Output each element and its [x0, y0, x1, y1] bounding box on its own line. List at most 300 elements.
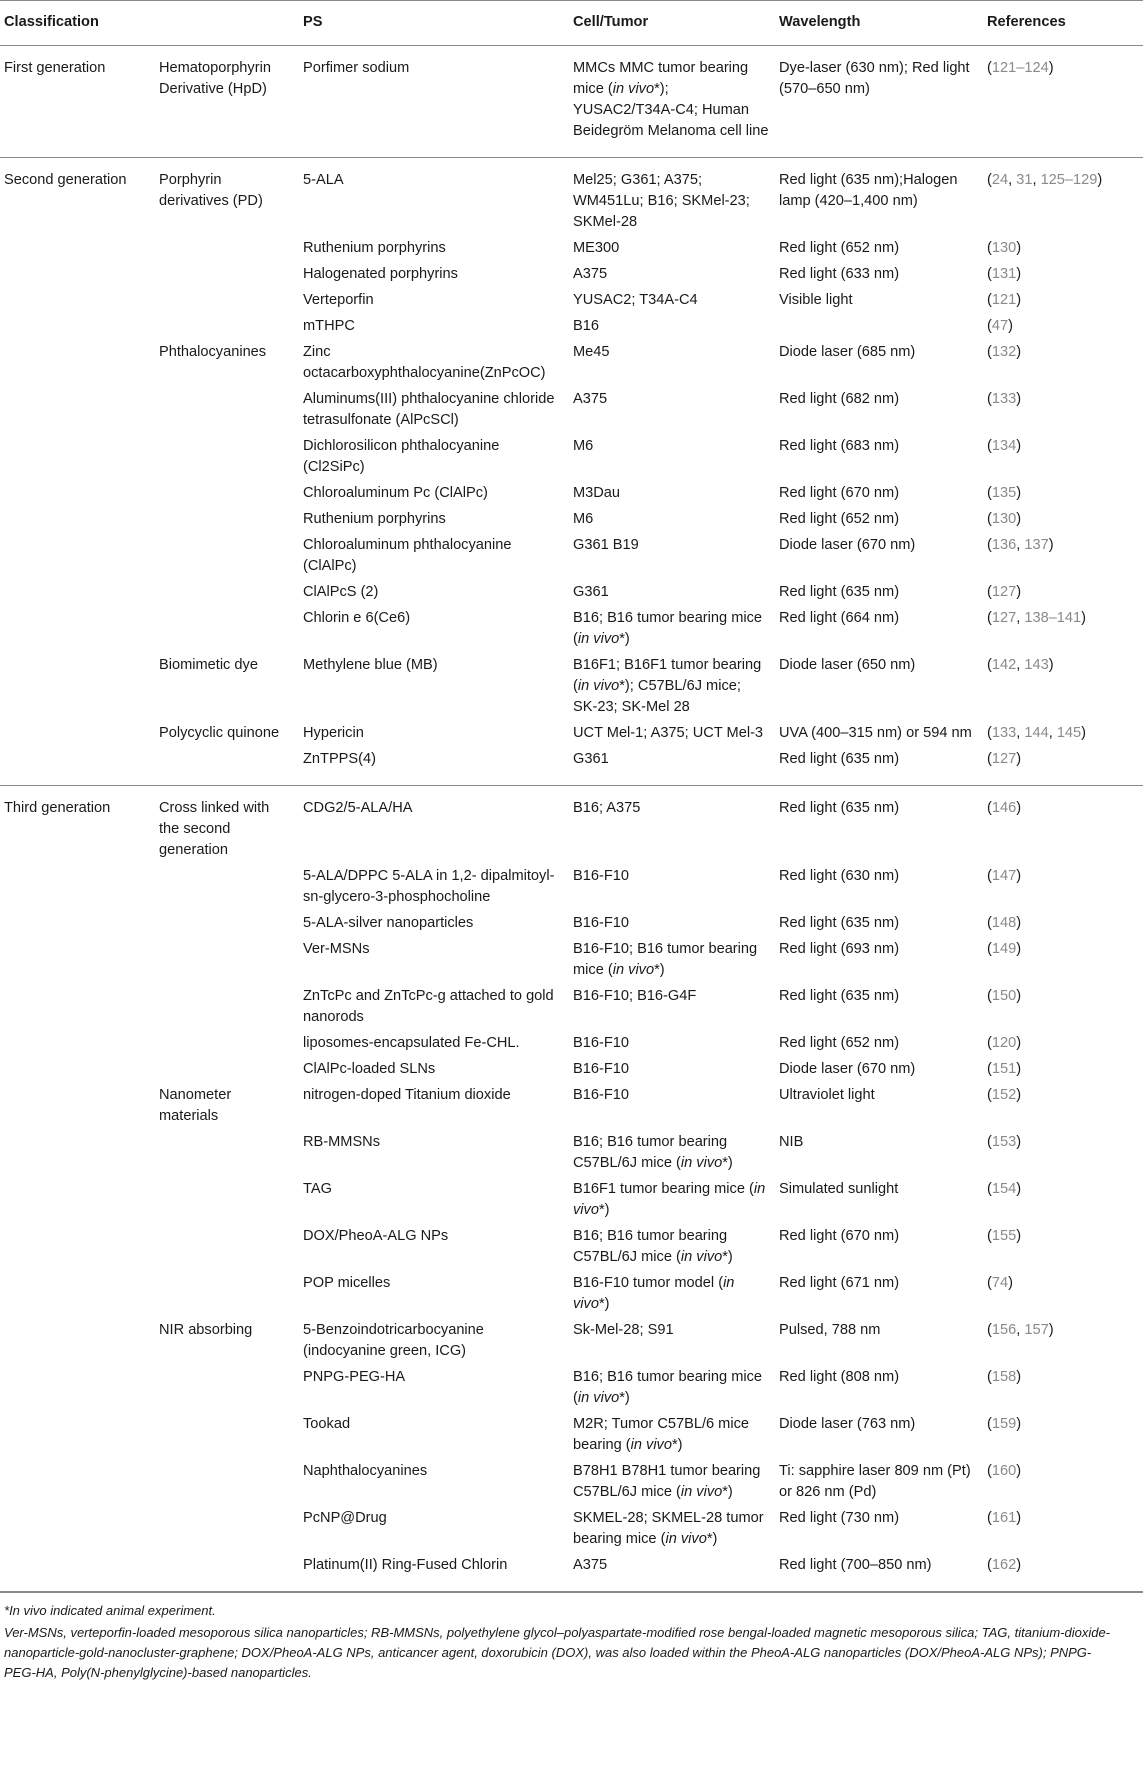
table-row — [0, 604, 1143, 651]
cell-wavelength: UVA (400–315 nm) or 594 nm — [779, 725, 972, 741]
table-header — [0, 1, 1143, 46]
table-row — [0, 385, 1143, 432]
reference-link[interactable]: 138–141 — [1024, 610, 1082, 626]
cell-subclass — [155, 578, 299, 604]
cell-ps: Ver-MSNs — [303, 941, 370, 957]
cell-classification — [0, 1175, 155, 1222]
cell-subclass — [155, 982, 299, 1029]
reference-link[interactable]: 133 — [991, 725, 1017, 741]
cell-cell-tumor: A375 — [569, 1551, 775, 1592]
cell-cell-tumor: G361 — [569, 745, 775, 786]
cell-references: (127) — [987, 584, 1022, 600]
cell-cell-tumor: B78H1 B78H1 tumor bearing C57BL/6J mice (in vivo*) — [573, 1463, 761, 1500]
cell-subclass: Porphyrin derivatives (PD) — [159, 172, 263, 209]
table-row — [0, 1316, 1143, 1363]
header-cell-tumor: Cell/Tumor — [569, 1, 775, 46]
cell-classification — [0, 1081, 155, 1128]
cell-wavelength: Ti: sapphire laser 809 nm (Pt) or 826 nm (Pd) — [779, 1463, 971, 1500]
cell-references: (130) — [987, 240, 1022, 256]
cell-wavelength: Diode laser (670 nm) — [779, 537, 916, 553]
cell-references: (74) — [987, 1275, 1013, 1291]
cell-wavelength: Red light (635 nm);Halogen lamp (420–1,400 nm) — [779, 172, 958, 209]
cell-wavelength: Diode laser (650 nm) — [779, 657, 916, 673]
cell-ps: Verteporfin — [303, 292, 374, 308]
reference-link[interactable]: 125–129 — [1040, 172, 1098, 188]
reference-link[interactable]: 162 — [991, 1557, 1017, 1573]
cell-subclass: Phthalocyanines — [159, 344, 267, 360]
cell-ps: DOX/PheoA-ALG NPs — [303, 1228, 449, 1244]
reference-link[interactable]: 137 — [1024, 537, 1049, 553]
reference-link[interactable]: 142 — [991, 657, 1017, 673]
table-footnotes — [0, 1592, 1143, 1683]
cell-cell-tumor: B16; B16 tumor bearing mice (in vivo*) — [573, 610, 763, 647]
reference-link[interactable]: 161 — [991, 1510, 1017, 1526]
cell-subclass — [155, 745, 299, 786]
cell-wavelength: Red light (633 nm) — [779, 266, 900, 282]
cell-cell-tumor: B16-F10; B16-G4F — [573, 988, 697, 1004]
cell-wavelength: Red light (635 nm) — [775, 745, 983, 786]
reference-link[interactable]: 133 — [991, 391, 1017, 407]
cell-wavelength: Red light (808 nm) — [779, 1369, 900, 1385]
reference-link[interactable]: 74 — [991, 1275, 1009, 1291]
table-row — [0, 286, 1143, 312]
cell-references: (24, 31, 125–129) — [987, 172, 1103, 188]
cell-references: (136, 137) — [987, 537, 1054, 553]
cell-references: (150) — [987, 988, 1022, 1004]
cell-classification — [0, 1363, 155, 1410]
table-row — [0, 1410, 1143, 1457]
table-row — [0, 531, 1143, 578]
cell-subclass: Hematoporphyrin Derivative (HpD) — [155, 46, 299, 158]
cell-classification — [0, 1316, 155, 1363]
cell-ps: ZnTPPS(4) — [299, 745, 569, 786]
reference-link[interactable]: 151 — [991, 1061, 1017, 1077]
table-row — [0, 1269, 1143, 1316]
cell-subclass — [155, 286, 299, 312]
reference-link[interactable]: 135 — [991, 485, 1017, 501]
cell-cell-tumor: B16; B16 tumor bearing mice (in vivo*) — [573, 1369, 763, 1406]
cell-references: (148) — [987, 915, 1022, 931]
cell-cell-tumor: ME300 — [573, 240, 620, 256]
cell-subclass — [155, 604, 299, 651]
table-row — [0, 158, 1143, 235]
cell-subclass: NIR absorbing — [159, 1322, 253, 1338]
cell-wavelength: Red light (730 nm) — [779, 1510, 900, 1526]
cell-wavelength — [775, 312, 983, 338]
cell-references: (158) — [987, 1369, 1022, 1385]
cell-ps: TAG — [303, 1181, 332, 1197]
reference-link[interactable]: 143 — [1024, 657, 1049, 673]
table-row — [0, 1175, 1143, 1222]
cell-cell-tumor: SKMEL-28; SKMEL-28 tumor bearing mice (in vivo*) — [573, 1510, 764, 1547]
cell-references: (151) — [987, 1061, 1022, 1077]
table-row — [0, 1551, 1143, 1592]
cell-references: (147) — [987, 868, 1022, 884]
reference-link[interactable]: 136 — [991, 537, 1017, 553]
cell-references: (120) — [987, 1035, 1022, 1051]
cell-subclass — [155, 935, 299, 982]
reference-link[interactable]: 130 — [991, 240, 1017, 256]
cell-wavelength: NIB — [779, 1134, 804, 1150]
cell-wavelength: Red light (652 nm) — [779, 240, 900, 256]
table-row — [0, 786, 1143, 863]
reference-link[interactable]: 130 — [991, 511, 1017, 527]
cell-classification — [0, 1457, 155, 1504]
cell-wavelength: Red light (635 nm) — [779, 800, 900, 816]
cell-references: (155) — [987, 1228, 1022, 1244]
reference-link[interactable]: 24 — [991, 172, 1009, 188]
cell-references: (152) — [987, 1087, 1022, 1103]
cell-classification — [0, 531, 155, 578]
cell-ps: Zinc octacarboxyphthalocyanine(ZnPcOC) — [303, 344, 546, 381]
header-classification: Classification — [0, 1, 155, 46]
table-row — [0, 651, 1143, 719]
table-row — [0, 338, 1143, 385]
cell-ps: Chlorin e 6(Ce6) — [303, 610, 411, 626]
cell-classification — [0, 862, 155, 909]
cell-cell-tumor: Mel25; G361; A375; WM451Lu; B16; SKMel-23; SKMel-28 — [573, 172, 750, 230]
cell-cell-tumor: M2R; Tumor C57BL/6 mice bearing (in vivo*) — [573, 1416, 749, 1453]
table-body — [0, 46, 1143, 1592]
cell-cell-tumor: A375 — [573, 391, 608, 407]
cell-references: (162) — [983, 1551, 1143, 1592]
cell-ps: POP micelles — [303, 1275, 391, 1291]
cell-wavelength: Diode laser (763 nm) — [779, 1416, 916, 1432]
cell-subclass — [155, 1551, 299, 1592]
cell-wavelength: Red light (635 nm) — [779, 915, 900, 931]
reference-link[interactable]: 157 — [1024, 1322, 1049, 1338]
cell-subclass: Polycyclic quinone — [159, 725, 280, 741]
cell-ps: CDG2/5-ALA/HA — [303, 800, 413, 816]
cell-ps: Methylene blue (MB) — [303, 657, 438, 673]
cell-references: (127) — [983, 745, 1143, 786]
cell-cell-tumor: G361 B19 — [573, 537, 639, 553]
cell-cell-tumor: B16-F10 — [573, 868, 629, 884]
cell-ps: mTHPC — [303, 318, 355, 334]
reference-link[interactable]: 159 — [991, 1416, 1017, 1432]
reference-link[interactable]: 152 — [991, 1087, 1017, 1103]
cell-subclass: Cross linked with the second generation — [159, 800, 270, 858]
cell-subclass — [155, 862, 299, 909]
cell-classification — [0, 745, 155, 786]
reference-link[interactable]: 146 — [991, 800, 1017, 816]
cell-wavelength: Simulated sunlight — [779, 1181, 899, 1197]
reference-link[interactable]: 150 — [991, 988, 1017, 1004]
cell-classification — [0, 1410, 155, 1457]
cell-references: (132) — [987, 344, 1022, 360]
reference-link[interactable]: 149 — [991, 941, 1017, 957]
cell-wavelength: Diode laser (670 nm) — [779, 1061, 916, 1077]
cell-wavelength: Red light (664 nm) — [779, 610, 900, 626]
reference-link[interactable]: 132 — [991, 344, 1017, 360]
cell-subclass — [155, 1269, 299, 1316]
cell-wavelength: Red light (652 nm) — [779, 1035, 900, 1051]
cell-cell-tumor: M3Dau — [573, 485, 621, 501]
cell-cell-tumor: UCT Mel-1; A375; UCT Mel-3 — [573, 725, 764, 741]
cell-subclass — [155, 1457, 299, 1504]
cell-wavelength: Ultraviolet light — [779, 1087, 875, 1103]
cell-classification — [0, 286, 155, 312]
cell-classification — [0, 338, 155, 385]
reference-link[interactable]: 127 — [991, 610, 1017, 626]
cell-cell-tumor: B16-F10 — [573, 1035, 629, 1051]
cell-ps: PcNP@Drug — [303, 1510, 387, 1526]
cell-ps: Aluminums(III) phthalocyanine chloride tetrasulfonate (AlPcSCl) — [303, 391, 555, 428]
table-row — [0, 935, 1143, 982]
cell-cell-tumor: A375 — [573, 266, 608, 282]
footnote-in-vivo: *In vivo indicated animal experiment. — [4, 1603, 216, 1618]
table-row — [0, 578, 1143, 604]
cell-cell-tumor: B16F1; B16F1 tumor bearing (in vivo*); C57BL/6J mice; SK-23; SK-Mel 28 — [573, 657, 762, 715]
table-row — [0, 1457, 1143, 1504]
cell-references: (121) — [987, 292, 1022, 308]
cell-cell-tumor: B16; B16 tumor bearing C57BL/6J mice (in vivo*) — [573, 1228, 733, 1265]
cell-subclass — [155, 479, 299, 505]
cell-subclass — [155, 1128, 299, 1175]
cell-ps: liposomes-encapsulated Fe-CHL. — [303, 1035, 520, 1051]
cell-wavelength: Red light (630 nm) — [779, 868, 900, 884]
cell-cell-tumor: M6 — [573, 511, 594, 527]
cell-wavelength: Red light (671 nm) — [779, 1275, 900, 1291]
cell-subclass — [155, 1222, 299, 1269]
reference-link[interactable]: 155 — [991, 1228, 1017, 1244]
cell-classification — [0, 1551, 155, 1592]
table-row — [0, 432, 1143, 479]
header-references: References — [983, 1, 1143, 46]
reference-link[interactable]: 120 — [991, 1035, 1017, 1051]
cell-wavelength: Red light (635 nm) — [779, 584, 900, 600]
reference-link[interactable]: 127 — [991, 751, 1017, 767]
cell-references: (156, 157) — [987, 1322, 1054, 1338]
cell-ps: Hypericin — [303, 725, 364, 741]
cell-cell-tumor: B16F1 tumor bearing mice (in vivo*) — [573, 1181, 766, 1218]
cell-subclass — [155, 1363, 299, 1410]
cell-classification — [0, 1128, 155, 1175]
cell-ps: 5-ALA — [303, 172, 344, 188]
cell-classification — [0, 432, 155, 479]
reference-link[interactable]: 131 — [991, 266, 1017, 282]
table-row — [0, 1504, 1143, 1551]
cell-subclass — [155, 1410, 299, 1457]
reference-link[interactable]: 121 — [991, 292, 1017, 308]
cell-ps: PNPG-PEG-HA — [303, 1369, 406, 1385]
cell-classification — [0, 505, 155, 531]
header-row — [0, 1, 1143, 46]
table-row — [0, 1055, 1143, 1081]
reference-link[interactable]: 160 — [991, 1463, 1017, 1479]
cell-cell-tumor: YUSAC2; T34A-C4 — [573, 292, 698, 308]
cell-wavelength: Red light (693 nm) — [779, 941, 900, 957]
table-row — [0, 1128, 1143, 1175]
table-row — [0, 479, 1143, 505]
cell-wavelength: Red light (652 nm) — [779, 511, 900, 527]
cell-wavelength: Diode laser (685 nm) — [779, 344, 916, 360]
cell-classification — [0, 479, 155, 505]
footnote-abbreviations: Ver-MSNs, verteporfin-loaded mesoporous silica nanoparticles; RB-MMSNs, polyethylene glycol–polyaspartate-modified rose bengal-loaded magnetic mesoporous silica; TAG, titanium-dioxide-nanoparticle-gold-nanocluster-graphene; DOX/PheoA-ALG NPs, anticancer agent, doxorubicin (DOX), was also loaded within the PheoA-ALG nanoparticles (DOX/PheoA-ALG NPs); PNPG-PEG-HA, Poly(N-phenylglycine)-based nanoparticles. — [4, 1625, 1110, 1680]
cell-subclass — [155, 909, 299, 935]
cell-classification: Third generation — [4, 800, 111, 816]
cell-classification — [0, 1269, 155, 1316]
cell-references: (134) — [987, 438, 1022, 454]
table-row — [0, 505, 1143, 531]
cell-cell-tumor: B16-F10 tumor model (in vivo*) — [573, 1275, 735, 1312]
cell-subclass — [155, 1055, 299, 1081]
cell-subclass — [155, 1175, 299, 1222]
table-row — [0, 1081, 1143, 1128]
cell-references: (121–124) — [983, 46, 1143, 158]
table-row — [0, 46, 1143, 158]
cell-cell-tumor: B16; A375 — [573, 800, 641, 816]
reference-link[interactable]: 154 — [991, 1181, 1017, 1197]
table-row — [0, 862, 1143, 909]
cell-ps: Tookad — [303, 1416, 351, 1432]
reference-link[interactable]: 31 — [1016, 172, 1033, 188]
cell-cell-tumor: Sk-Mel-28; S91 — [573, 1322, 674, 1338]
table-row — [0, 745, 1143, 786]
reference-link[interactable]: 148 — [991, 915, 1017, 931]
cell-wavelength: Red light (700–850 nm) — [775, 1551, 983, 1592]
table-row — [0, 909, 1143, 935]
reference-link[interactable]: 145 — [1056, 725, 1082, 741]
cell-references: (133) — [987, 391, 1022, 407]
cell-ps: Chloroaluminum phthalocyanine (ClAlPc) — [303, 537, 512, 574]
cell-classification: Second generation — [4, 172, 127, 188]
cell-ps: 5-ALA-silver nanoparticles — [303, 915, 474, 931]
cell-wavelength: Red light (682 nm) — [779, 391, 900, 407]
cell-cell-tumor: B16 — [573, 318, 599, 334]
cell-classification — [0, 578, 155, 604]
cell-classification — [0, 982, 155, 1029]
table-row — [0, 1029, 1143, 1055]
cell-classification — [0, 1029, 155, 1055]
cell-references: (133, 144, 145) — [987, 725, 1087, 741]
cell-ps: Ruthenium porphyrins — [303, 240, 446, 256]
table-row — [0, 312, 1143, 338]
reference-link[interactable]: 156 — [991, 1322, 1017, 1338]
cell-references: (127, 138–141) — [987, 610, 1087, 626]
table-row — [0, 719, 1143, 745]
cell-wavelength: Red light (635 nm) — [779, 988, 900, 1004]
cell-references: (146) — [987, 800, 1022, 816]
cell-references: (153) — [987, 1134, 1022, 1150]
cell-subclass — [155, 1029, 299, 1055]
cell-classification — [0, 1055, 155, 1081]
cell-references: (160) — [987, 1463, 1022, 1479]
cell-ps: nitrogen-doped Titanium dioxide — [303, 1087, 511, 1103]
cell-wavelength: Red light (670 nm) — [779, 485, 900, 501]
cell-cell-tumor: B16-F10 — [573, 1087, 629, 1103]
cell-ps: Ruthenium porphyrins — [303, 511, 446, 527]
cell-subclass — [155, 531, 299, 578]
cell-ps: RB-MMSNs — [303, 1134, 381, 1150]
cell-classification — [0, 234, 155, 260]
cell-classification — [0, 1222, 155, 1269]
cell-cell-tumor: B16-F10 — [573, 915, 629, 931]
cell-classification — [0, 604, 155, 651]
cell-references: (131) — [987, 266, 1022, 282]
cell-cell-tumor: B16-F10; B16 tumor bearing mice (in vivo*) — [573, 941, 758, 978]
cell-subclass — [155, 260, 299, 286]
cell-references: (142, 143) — [987, 657, 1054, 673]
cell-subclass: Biomimetic dye — [159, 657, 258, 673]
cell-subclass — [155, 312, 299, 338]
table-row — [0, 234, 1143, 260]
cell-classification — [0, 260, 155, 286]
cell-references: (47) — [987, 318, 1013, 334]
cell-references: (154) — [987, 1181, 1022, 1197]
cell-ps: Porfimer sodium — [299, 46, 569, 158]
cell-subclass — [155, 505, 299, 531]
cell-ps: Naphthalocyanines — [303, 1463, 428, 1479]
cell-subclass — [155, 234, 299, 260]
reference-link[interactable]: 158 — [991, 1369, 1017, 1385]
cell-subclass — [155, 385, 299, 432]
header-subclass — [155, 1, 299, 46]
cell-cell-tumor: Me45 — [573, 344, 610, 360]
cell-subclass — [155, 432, 299, 479]
cell-cell-tumor: MMCs MMC tumor bearing mice (in vivo*); YUSAC2/T34A-C4; Human Beidegröm Melanoma cell line — [569, 46, 775, 158]
cell-classification — [0, 1504, 155, 1551]
table-row — [0, 260, 1143, 286]
reference-link[interactable]: 47 — [991, 318, 1009, 334]
cell-ps: Chloroaluminum Pc (ClAlPc) — [303, 485, 488, 501]
header-wavelength: Wavelength — [775, 1, 983, 46]
cell-wavelength: Visible light — [779, 292, 853, 308]
cell-classification — [0, 651, 155, 719]
cell-wavelength: Red light (683 nm) — [779, 438, 900, 454]
cell-ps: Dichlorosilicon phthalocyanine (Cl2SiPc) — [303, 438, 500, 475]
cell-references: (149) — [987, 941, 1022, 957]
cell-subclass — [155, 1504, 299, 1551]
cell-wavelength: Dye-laser (630 nm); Red light (570–650 nm) — [775, 46, 983, 158]
cell-references: (159) — [987, 1416, 1022, 1432]
cell-ps: 5-Benzoindotricarbocyanine (indocyanine green, ICG) — [303, 1322, 484, 1359]
cell-classification — [0, 909, 155, 935]
reference-link[interactable]: 127 — [991, 584, 1017, 600]
cell-ps: ClAlPcS (2) — [303, 584, 379, 600]
reference-link[interactable]: 134 — [991, 438, 1017, 454]
cell-ps: ZnTcPc and ZnTcPc-g attached to gold nanorods — [303, 988, 554, 1025]
cell-cell-tumor: B16-F10 — [573, 1061, 629, 1077]
cell-cell-tumor: M6 — [573, 438, 594, 454]
cell-ps: Halogenated porphyrins — [303, 266, 458, 282]
reference-link[interactable]: 144 — [1024, 725, 1049, 741]
cell-ps: 5-ALA/DPPC 5-ALA in 1,2- dipalmitoyl-sn-glycero-3-phosphocholine — [303, 868, 555, 905]
table-row — [0, 1222, 1143, 1269]
cell-classification — [0, 935, 155, 982]
cell-ps: ClAlPc-loaded SLNs — [303, 1061, 436, 1077]
cell-classification — [0, 312, 155, 338]
reference-link[interactable]: 153 — [991, 1134, 1017, 1150]
cell-cell-tumor: B16; B16 tumor bearing C57BL/6J mice (in vivo*) — [573, 1134, 733, 1171]
reference-link[interactable]: 147 — [991, 868, 1017, 884]
cell-ps: Platinum(II) Ring-Fused Chlorin — [299, 1551, 569, 1592]
cell-references: (135) — [987, 485, 1022, 501]
cell-wavelength: Red light (670 nm) — [779, 1228, 900, 1244]
cell-references: (161) — [987, 1510, 1022, 1526]
cell-classification — [0, 719, 155, 745]
cell-subclass: Nanometer materials — [159, 1087, 232, 1124]
cell-wavelength: Pulsed, 788 nm — [779, 1322, 881, 1338]
cell-classification: First generation — [0, 46, 155, 158]
table-row — [0, 982, 1143, 1029]
cell-cell-tumor: G361 — [573, 584, 609, 600]
cell-references: (130) — [987, 511, 1022, 527]
table-row — [0, 1363, 1143, 1410]
cell-classification — [0, 385, 155, 432]
header-ps: PS — [299, 1, 569, 46]
reference-link[interactable]: 121–124 — [991, 60, 1049, 76]
